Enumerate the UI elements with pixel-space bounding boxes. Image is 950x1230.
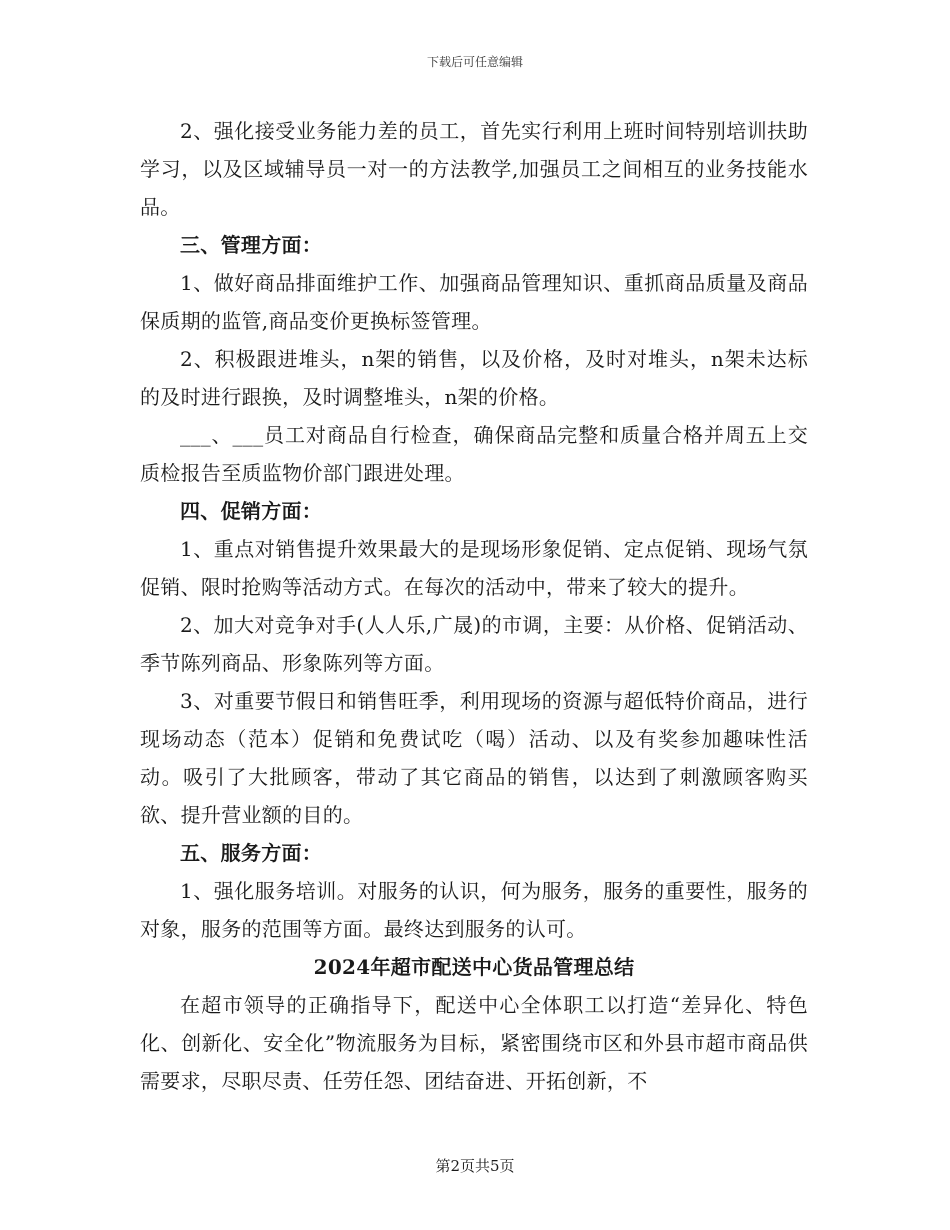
section-heading-promotion: 四、促销方面： <box>180 499 323 523</box>
paragraph-competitor-survey: 2、加大对竞争对手(人人乐,广晟)的市调，主要：从价格、促销活动、季节陈列商品、形象陈列等方面。 <box>140 613 808 675</box>
paragraph-shelf-maintenance: 1、做好商品排面维护工作、加强商品管理知识、重抓商品质量及商品保质期的监管,商品变价更换标签管理。 <box>140 271 808 333</box>
paragraph-holiday-promotion: 3、对重要节假日和销售旺季，利用现场的资源与超低特价商品，进行现场动态（范本）促销和免费试吃（喝）活动、以及有奖参加趣味性活动。吸引了大批顾客，带动了其它商品的销售，以达到了刺激顾客购买欲、提升营业额的目的。 <box>140 689 808 827</box>
page-header: 下载后可任意编辑 <box>426 55 523 69</box>
page-number: 第2页共5页 <box>435 1157 515 1175</box>
paragraph-promotion-methods: 1、重点对销售提升效果最大的是现场形象促销、定点促销、现场气氛促销、限时抢购等活动方式。在每次的活动中，带来了较大的提升。 <box>140 537 808 599</box>
paragraph-endcap-sales: 2、积极跟进堆头，n架的销售，以及价格，及时对堆头，n架未达标的及时进行跟换，及时调整堆头，n架的价格。 <box>140 347 808 409</box>
section-heading-management: 三、管理方面： <box>180 233 323 257</box>
paragraph-service-training: 1、强化服务培训。对服务的认识，何为服务，服务的重要性，服务的对象，服务的范围等方面。最终达到服务的认可。 <box>140 879 808 941</box>
paragraph-summary-intro: 在超市领导的正确指导下，配送中心全体职工以打造“差异化、特色化、创新化、安全化”物流服务为目标，紧密围绕市区和外县市超市商品供需要求，尽职尽责、任劳任怨、团结奋进、开拓创新，不 <box>140 993 808 1093</box>
paragraph-training-staff: 2、强化接受业务能力差的员工，首先实行利用上班时间特别培训扶助学习，以及区域辅导员一对一的方法教学,加强员工之间相互的业务技能水品。 <box>140 119 808 219</box>
document-title: 2024年超市配送中心货品管理总结 <box>313 955 635 979</box>
paragraph-quality-check: ___、___员工对商品自行检查，确保商品完整和质量合格并周五上交质检报告至质监物价部门跟进处理。 <box>140 423 808 485</box>
section-heading-service: 五、服务方面： <box>180 841 323 865</box>
document-body <box>140 112 808 1100</box>
